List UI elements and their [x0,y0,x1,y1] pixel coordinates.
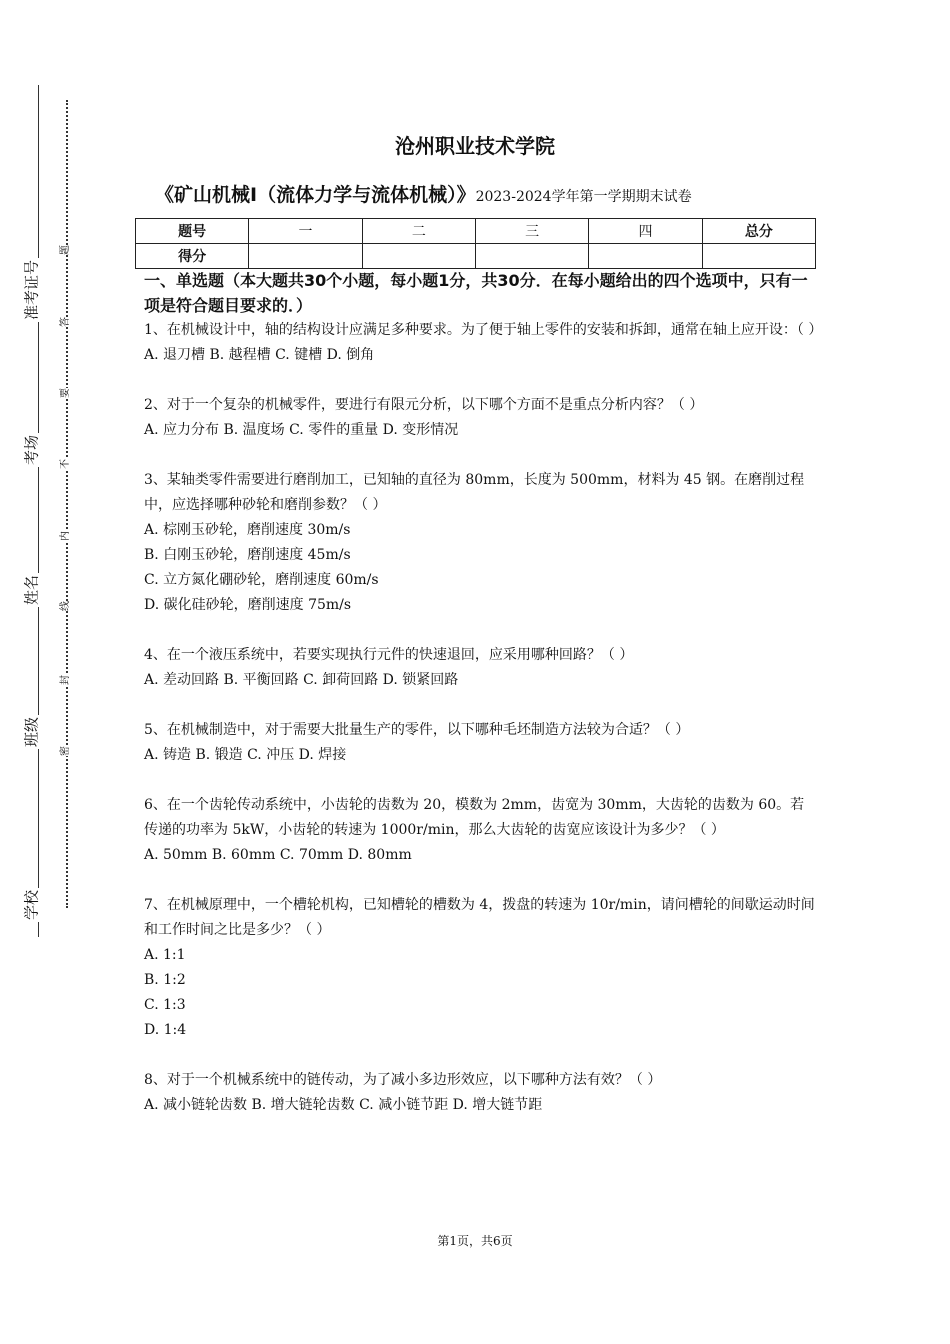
binding-label-exam-room: 考场 [22,434,41,466]
question-stem: 5、在机械制造中，对于需要大批量生产的零件，以下哪种毛坯制造方法较为合适？（ ） [144,722,690,738]
question-option: B. 白刚玉砂轮，磨削速度 45m/s [144,547,351,563]
score-table [135,218,816,269]
question-option: B. 1:2 [144,972,186,988]
question [144,643,816,693]
question-options: A. 50mm B. 60mm C. 70mm D. 80mm [144,847,412,863]
score-header-cell: 题号 [136,219,249,244]
exam-content [144,268,823,1118]
score-header-cell: 一 [249,219,362,244]
question-options: A. 退刀槽 B. 越程槽 C. 键槽 D. 倒角 [144,347,375,363]
binding-label-exam-number: 准考证号 [22,259,41,321]
seal-char: 内 [60,531,71,541]
question-options: A. 差动回路 B. 平衡回路 C. 卸荷回路 D. 锁紧回路 [144,672,459,688]
score-header-cell: 二 [362,219,475,244]
question [144,718,816,768]
question [144,468,816,618]
score-table-score-row [136,244,816,269]
seal-char: 封 [60,675,71,685]
question-option: D. 1:4 [144,1022,187,1038]
score-cell [249,244,362,269]
score-cell [702,244,815,269]
question-options: A. 应力分布 B. 温度场 C. 零件的重量 D. 变形情况 [144,422,459,438]
seal-char: 要 [60,388,71,398]
question-stem: 7、在机械原理中，一个槽轮机构，已知槽轮的槽数为 4，拨盘的转速为 10r/min，请问槽轮的间歇运动时间和工作时间之比是多少？（ ） [144,897,815,938]
score-cell [475,244,588,269]
score-table-header-row [136,219,816,244]
binding-label-class: 班级 [22,716,41,748]
question [144,893,816,1043]
question [144,393,816,443]
school-name: 沧州职业技术学院 [395,134,555,158]
question-stem: 8、对于一个机械系统中的链传动，为了减小多边形效应，以下哪种方法有效？（ ） [144,1072,662,1088]
question-stem: 3、某轴类零件需要进行磨削加工，已知轴的直径为 80mm，长度为 500mm，材料为 45 钢。在磨削过程中，应选择哪种砂轮和磨削参数？（ ） [144,472,805,513]
section-title: 一、单选题（本大题共30个小题，每小题1分，共30分．在每小题给出的四个选项中，只有一项是符合题目要求的．） [144,271,808,315]
question-stem: 6、在一个齿轮传动系统中，小齿轮的齿数为 20，模数为 2mm，齿宽为 30mm，大齿轮的齿数为 60。若传递的功率为 5kW，小齿轮的转速为 1000r/min，那么大齿轮的齿宽应该设计为多少？（ ） [144,797,805,838]
question-option: C. 立方氮化硼砂轮，磨削速度 60m/s [144,572,379,588]
binding-label-name: 姓名 [22,574,41,606]
score-cell [589,244,702,269]
score-header-cell: 总分 [702,219,815,244]
question-option: D. 碳化硅砂轮，磨削速度 75m/s [144,597,352,613]
seal-char: 不 [60,459,71,469]
score-cell [362,244,475,269]
course-title: 《矿山机械Ⅰ（流体力学与流体机械）》 [155,184,476,206]
score-header-cell: 三 [475,219,588,244]
question-options: A. 铸造 B. 锻造 C. 冲压 D. 焊接 [144,747,347,763]
binding-line [38,85,39,937]
question-stem: 4、在一个液压系统中，若要实现执行元件的快速退回，应采用哪种回路？（ ） [144,647,634,663]
question-stem: 2、对于一个复杂的机械零件，要进行有限元分析，以下哪个方面不是重点分析内容？（ ） [144,397,704,413]
question-option: A. 棕刚玉砂轮，磨削速度 30m/s [144,522,351,538]
question-option: A. 1:1 [144,947,186,963]
score-row-label: 得分 [136,244,249,269]
seal-char: 答 [60,317,71,327]
seal-dotted-line [66,100,68,908]
question [144,1068,816,1118]
score-header-cell: 四 [589,219,702,244]
seal-char: 题 [60,245,71,255]
exam-term: 2023-2024学年第一学期期末试卷 [475,189,692,205]
page-footer: 第1页，共6页 [437,1234,513,1248]
question-stem: 1、在机械设计中，轴的结构设计应满足多种要求。为了便于轴上零件的安装和拆卸，通常在轴上应开设：（ ） [144,322,823,338]
question-option: C. 1:3 [144,997,186,1013]
question-options: A. 减小链轮齿数 B. 增大链轮齿数 C. 减小链节距 D. 增大链节距 [144,1097,543,1113]
exam-title [155,180,692,207]
question [144,318,823,368]
question [144,793,816,868]
seal-char: 线 [60,601,71,611]
seal-char: 密 [60,746,71,756]
binding-label-school: 学校 [22,889,41,921]
